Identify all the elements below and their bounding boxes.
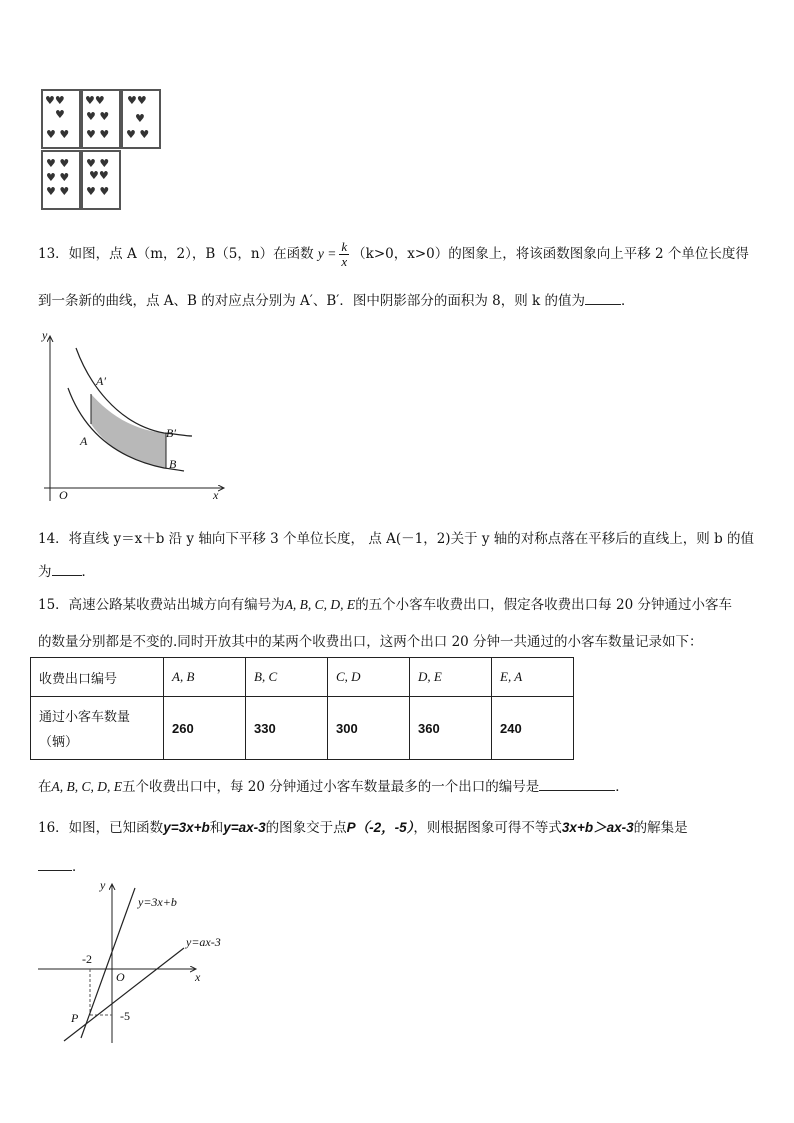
q15-after-a: 在 <box>38 779 52 795</box>
table-cell-pair: B, C <box>246 658 328 697</box>
card-5: ♥ ♥ ♥♥ ♥ ♥ <box>81 150 121 210</box>
table-cell-pair: C, D <box>328 658 410 697</box>
q16-line2 <box>38 856 86 877</box>
q15-table <box>30 657 574 760</box>
q15-after-b: 五个收费出口中，每 20 分钟通过小客车数量最多的一个出口的编号是 <box>122 779 540 795</box>
q13-func-y: y = <box>317 246 337 261</box>
q14-end: ． <box>81 564 95 580</box>
card-3: ♥♥ ♥ ♥ ♥ <box>121 89 161 149</box>
q13-label-b: B <box>169 457 177 471</box>
q13-fraction <box>339 240 349 269</box>
q14-line2 <box>38 561 95 582</box>
q14-text-a: 14．将直线 y＝x＋b 沿 y 轴向下平移 3 个单位长度， 点 A(－1，2)关于 y 轴的对称点落在平移后的直线上，则 b 的值 <box>38 531 754 547</box>
q13-line1 <box>38 240 749 269</box>
table-head-count-1: 通过小客车数量 <box>39 710 131 725</box>
table-cell-pair: D, E <box>410 658 492 697</box>
q16-end: ． <box>72 859 86 875</box>
q13-text-c: 到一条新的曲线，点 A、B 的对应点分别为 A′、B′．图中阴影部分的面积为 8，则 k 的值为 <box>38 293 585 309</box>
q16-f1: y=3x+b <box>163 820 210 835</box>
q13-frac-den: x <box>341 254 348 269</box>
q16-label-y: y <box>100 878 106 892</box>
card-1: ♥♥ ♥ ♥ ♥ <box>41 89 81 149</box>
q15-after-letters: A, B, C, D, E <box>51 779 122 794</box>
card-4: ♥ ♥ ♥ ♥ ♥ ♥ <box>41 150 81 210</box>
table-cell-count: 330 <box>246 697 328 760</box>
q13-frac-num: k <box>341 239 348 254</box>
table-head-exit: 收费出口编号 <box>31 658 164 697</box>
q15-answer-blank[interactable] <box>539 776 615 791</box>
q15-line1 <box>38 595 732 615</box>
q13-label-ap: A′ <box>96 374 106 388</box>
table-row <box>31 658 574 697</box>
q13-graph <box>36 326 236 506</box>
q16-label-l2: y=ax-3 <box>186 935 221 949</box>
q14-text-b: 为 <box>38 564 52 580</box>
q16-label-neg2: -2 <box>82 952 92 966</box>
q16-graph <box>34 878 234 1048</box>
q16-text-c: ，则根据图象可得不等式 <box>413 820 562 836</box>
q15-end: ． <box>615 779 629 795</box>
card-2: ♥♥ ♥ ♥ ♥ ♥ <box>81 89 121 149</box>
q14-line1 <box>38 529 754 549</box>
q16-answer-blank[interactable] <box>38 856 72 871</box>
q13-text-a: 13．如图，点 A（m，2），B（5，n）在函数 <box>38 246 314 262</box>
q16-label-p: P <box>71 1011 79 1025</box>
q13-label-bp: B′ <box>166 426 176 440</box>
table-cell-pair: E, A <box>492 658 574 697</box>
q15-text-a: 15．高速公路某收费站出城方向有编号为 <box>38 597 285 613</box>
q15-text-b: 的五个小客车收费出口，假定各收费出口每 20 分钟通过小客车 <box>355 597 732 613</box>
q13-label-y: y <box>42 328 48 342</box>
q16-text-a: 16．如图，已知函数 <box>38 820 164 836</box>
table-head-count-2: （辆） <box>39 735 79 750</box>
q15-after-line <box>38 776 629 797</box>
q16-label-o: O <box>116 970 125 984</box>
q16-ineq: 3x+b＞ax-3 <box>561 820 634 835</box>
q16-f2: y=ax-3 <box>223 820 266 835</box>
q16-text-d: 的解集是 <box>633 820 688 836</box>
table-cell-count: 300 <box>328 697 410 760</box>
q13-answer-blank[interactable] <box>585 290 621 305</box>
q16-line1 <box>38 818 688 838</box>
q15-letters: A, B, C, D, E <box>284 597 356 612</box>
q13-label-o: O <box>59 488 68 502</box>
table-cell-count: 240 <box>492 697 574 760</box>
q16-and: 和 <box>209 820 224 836</box>
table-cell-count: 360 <box>410 697 492 760</box>
q13-end: ． <box>621 293 635 309</box>
q16-point: P（-2，-5） <box>346 820 414 835</box>
q13-label-x: x <box>213 488 219 502</box>
table-head-count <box>31 697 164 760</box>
q16-label-l1: y=3x+b <box>138 895 177 909</box>
q14-answer-blank[interactable] <box>52 561 82 576</box>
q16-text-b: 的图象交于点 <box>265 820 347 836</box>
q13-label-a: A <box>80 434 88 448</box>
q13-text-b: （k>0，x>0）的图象上，将该函数图象向上平移 2 个单位长度得 <box>352 246 749 262</box>
q16-label-x: x <box>195 970 201 984</box>
table-cell-count: 260 <box>164 697 246 760</box>
q15-text-c: 的数量分别都是不变的.同时开放其中的某两个收费出口，这两个出口 20 分钟一共通过的小客车数量记录如下： <box>38 634 703 650</box>
q13-line2 <box>38 290 635 311</box>
q15-line2 <box>38 632 703 652</box>
table-cell-pair: A, B <box>164 658 246 697</box>
table-row <box>31 697 574 760</box>
q16-label-neg5: -5 <box>120 1009 130 1023</box>
